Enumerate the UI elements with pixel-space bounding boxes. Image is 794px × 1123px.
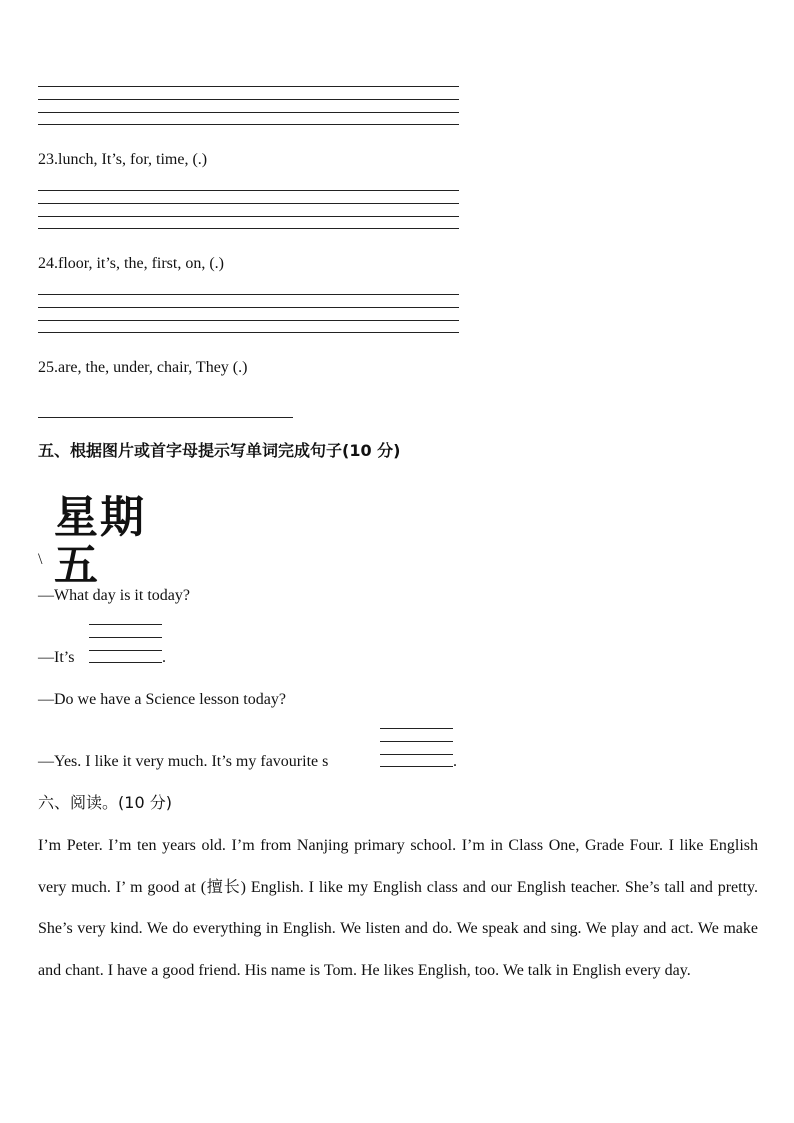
dialogue-line-4-suffix: .	[453, 753, 457, 770]
answer-line	[38, 332, 459, 333]
answer-lines-22[interactable]	[38, 86, 459, 126]
blank-line	[89, 637, 162, 638]
answer-line	[38, 216, 459, 217]
question-number: 25.	[38, 359, 58, 376]
dialogue-line-3: —Do we have a Science lesson today?	[38, 691, 286, 708]
blank-line	[380, 766, 453, 767]
question-words: lunch, It’s, for, time, (.)	[58, 151, 208, 168]
blank-line	[380, 728, 453, 729]
question-number: 23.	[38, 151, 58, 168]
answer-line	[38, 294, 459, 295]
question-words: floor, it’s, the, first, on, (.)	[58, 255, 224, 272]
dialogue-line-4	[38, 752, 328, 772]
question-24	[38, 254, 224, 274]
section-6-title: 六、阅读。	[38, 793, 119, 812]
blank-line	[89, 662, 162, 663]
question-words: are, the, under, chair, They (.)	[58, 359, 248, 376]
question-25	[38, 358, 247, 378]
section-6-score: (10 分)	[118, 793, 172, 812]
backslash-mark: \	[38, 551, 43, 568]
answer-line	[38, 124, 459, 125]
answer-line	[38, 112, 459, 113]
section-5-title: 五、根据图片或首字母提示写单词完成句子	[38, 441, 343, 460]
blank-line	[380, 754, 453, 755]
weekday-picture	[48, 488, 190, 591]
dialogue-line-1: —What day is it today?	[38, 587, 190, 604]
question-number: 24.	[38, 255, 58, 272]
blank-line	[89, 650, 162, 651]
answer-line	[38, 99, 459, 100]
answer-line	[38, 86, 459, 87]
dialogue-line-2-suffix: .	[162, 649, 166, 666]
answer-line	[38, 190, 459, 191]
blank-stack-1[interactable]	[89, 624, 162, 664]
reading-passage: I’m Peter. I’m ten years old. I’m from Nanjing primary school. I’m in Class One, Grade Four. I like English very much. I’ m good at (擅长) English. I like my English class and our English teacher. She’s tall and pretty. She’s very kind. We do everything in English. We listen and do. We speak and sing. We play and act. We make and chant. I have a good friend. His name is Tom. He likes English, too. We talk in English every day.	[38, 837, 758, 979]
section-5-heading	[38, 441, 400, 462]
answer-lines-24[interactable]	[38, 294, 459, 334]
section-6-heading	[38, 793, 172, 814]
answer-line	[38, 307, 459, 308]
section-5-score: (10 分)	[342, 441, 401, 460]
answer-line	[38, 203, 459, 204]
answer-line	[38, 320, 459, 321]
question-23	[38, 150, 207, 170]
dialogue-line-4-prefix: —Yes. I like it very much. It’s my favourite s	[38, 753, 329, 770]
blank-line	[380, 741, 453, 742]
weekday-picture-text: 星期五	[54, 492, 146, 591]
answer-lines-23[interactable]	[38, 190, 459, 230]
answer-line	[38, 228, 459, 229]
dialogue-line-2	[38, 648, 74, 668]
blank-stack-2[interactable]	[380, 728, 453, 768]
answer-line-25[interactable]	[38, 417, 293, 418]
dialogue-line-2-prefix: —It’s	[38, 649, 75, 666]
blank-line	[89, 624, 162, 625]
